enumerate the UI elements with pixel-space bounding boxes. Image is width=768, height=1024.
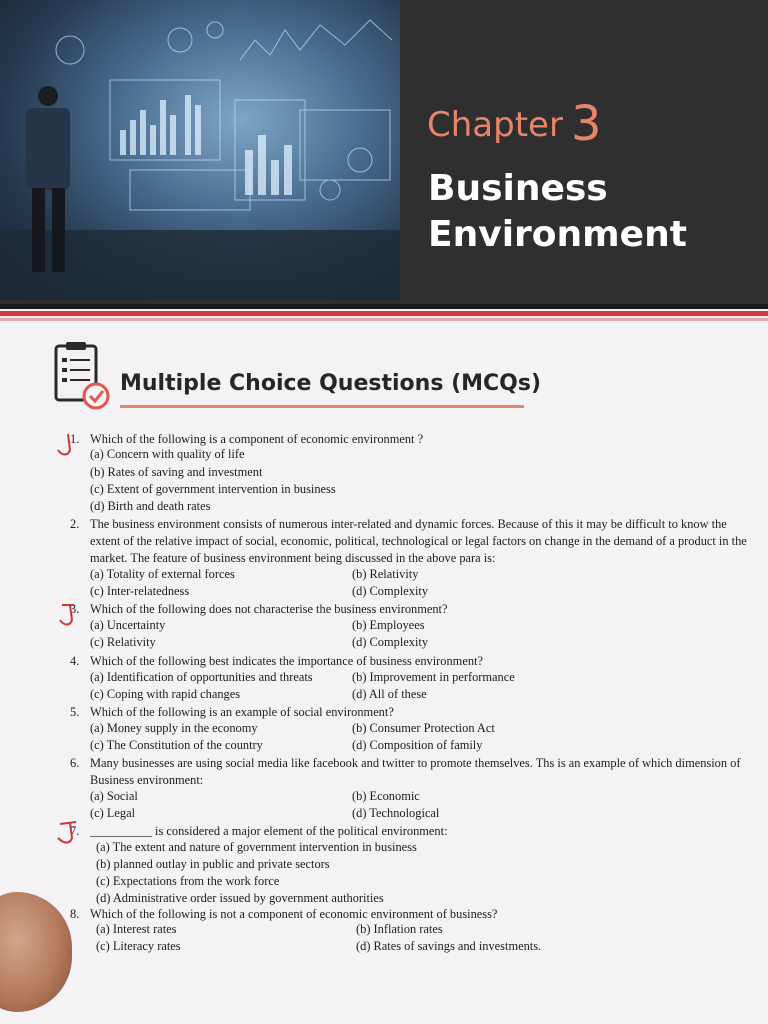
option: (a) Totality of external forces bbox=[90, 567, 235, 581]
header-divider-dark bbox=[0, 304, 768, 309]
question-3: 3. Which of the following does not characterise the business environment? bbox=[70, 602, 448, 616]
option: (b) Rates of saving and investment bbox=[90, 465, 263, 479]
chapter-header bbox=[0, 0, 768, 306]
option: (c) Coping with rapid changes bbox=[90, 687, 241, 701]
handwritten-tick-mark bbox=[54, 818, 82, 848]
header-divider-pink bbox=[0, 318, 768, 321]
option: (d) Rates of savings and investments. bbox=[356, 939, 542, 953]
section-title: Multiple Choice Questions (MCQs) bbox=[120, 371, 542, 396]
question-1: 1. Which of the following is a component of economic environment ? bbox=[70, 432, 424, 446]
option: (d) Administrative order issued by government authorities bbox=[96, 891, 384, 905]
option: (a) The extent and nature of government intervention in business bbox=[96, 840, 417, 854]
question-6-text: Many businesses are using social media like facebook and twitter to promote themselves. Ths is an example of which dimension of Business environment: bbox=[90, 756, 741, 787]
chapter-title-line1: Business bbox=[428, 168, 608, 209]
section-underline bbox=[120, 405, 524, 408]
option: (d) Technological bbox=[352, 806, 440, 820]
chapter-label: Chapter 3 bbox=[427, 96, 602, 152]
option: (d) Birth and death rates bbox=[90, 499, 211, 513]
option: (a) Interest rates bbox=[96, 922, 177, 936]
option: (d) All of these bbox=[352, 687, 427, 701]
option: (c) Inter-relatedness bbox=[90, 584, 190, 598]
chapter-title-line2: Environment bbox=[428, 214, 687, 255]
handwritten-tick-mark bbox=[56, 600, 80, 630]
option: (b) Consumer Protection Act bbox=[352, 721, 495, 735]
option: (b) Improvement in performance bbox=[352, 670, 515, 684]
question-2-text: The business environment consists of numerous inter-related and dynamic forces. Because of this it may be difficult to know the extent of the relative impact of social, economic, political, technological or legal factors on change in the demand of a product in the market. The feature of business environment being discussed in the above para is: bbox=[90, 517, 747, 565]
option: (c) Extent of government intervention in business bbox=[90, 482, 336, 496]
hero-image bbox=[0, 0, 400, 300]
option: (b) Economic bbox=[352, 789, 420, 803]
question-4: 4. Which of the following best indicates the importance of business environment? bbox=[70, 654, 483, 668]
chapter-number: 3 bbox=[570, 96, 602, 152]
option: (a) Identification of opportunities and threats bbox=[90, 670, 313, 684]
option: (c) Expectations from the work force bbox=[96, 874, 280, 888]
question-2-number: 2. bbox=[70, 517, 80, 531]
option: (b) planned outlay in public and private sectors bbox=[96, 857, 330, 871]
option: (c) The Constitution of the country bbox=[90, 738, 263, 752]
header-divider-red bbox=[0, 311, 768, 316]
option: (c) Relativity bbox=[90, 635, 156, 649]
option: (d) Complexity bbox=[352, 584, 429, 598]
option: (a) Social bbox=[90, 789, 138, 803]
option: (b) Employees bbox=[352, 618, 425, 632]
clipboard-check-icon bbox=[52, 340, 116, 410]
option: (c) Legal bbox=[90, 806, 136, 820]
option: (b) Relativity bbox=[352, 567, 419, 581]
question-8: 8. Which of the following is not a component of economic environment of business? bbox=[70, 907, 498, 921]
thumb bbox=[0, 892, 72, 1012]
question-7: 7. __________ is considered a major element of the political environment: bbox=[70, 824, 448, 838]
option: (a) Concern with quality of life bbox=[90, 447, 245, 461]
option: (c) Literacy rates bbox=[96, 939, 181, 953]
question-6-number: 6. bbox=[70, 756, 80, 770]
question-5: 5. Which of the following is an example of social environment? bbox=[70, 705, 394, 719]
option: (b) Inflation rates bbox=[356, 922, 443, 936]
business-data-illustration bbox=[0, 0, 400, 300]
option: (a) Money supply in the economy bbox=[90, 721, 258, 735]
handwritten-tick-mark bbox=[54, 430, 78, 460]
option: (a) Uncertainty bbox=[90, 618, 166, 632]
option: (d) Complexity bbox=[352, 635, 429, 649]
option: (d) Composition of family bbox=[352, 738, 483, 752]
